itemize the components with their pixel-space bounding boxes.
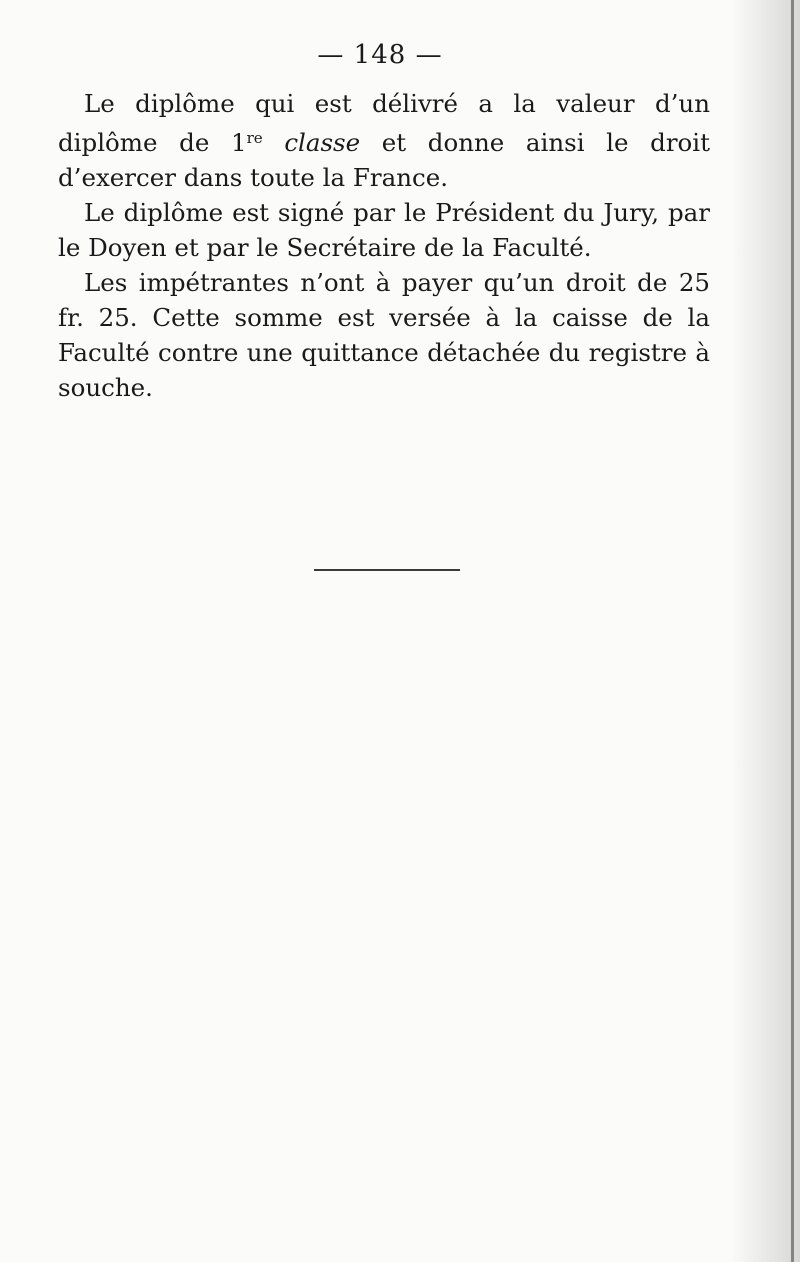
paragraph-fees: Les impétrantes n’ont à payer qu’un droit de 25 fr. 25. Cette somme est versée à la caisse de la Faculté contre une quittance détachée du registre à souche. [58, 268, 710, 402]
italic-word: classe [284, 128, 361, 157]
paragraph-text: et donne ainsi le droit d’exercer dans toute la France. [58, 128, 710, 192]
paragraph-diploma-value [58, 86, 710, 195]
scan-edge-line [791, 0, 794, 1262]
scan-edge-shading [730, 0, 800, 1262]
body-text [58, 86, 710, 405]
page-number: — 148 — [317, 40, 443, 70]
superscript-ordinal: re [246, 129, 263, 147]
end-of-text-rule [314, 569, 460, 571]
paragraph-text: Le diplôme qui est délivré a la valeur d’un diplôme de 1 [58, 89, 710, 157]
paragraph-diploma-signature: Le diplôme est signé par le Président du Jury, par le Doyen et par le Secrétaire de la Faculté. [58, 198, 710, 262]
